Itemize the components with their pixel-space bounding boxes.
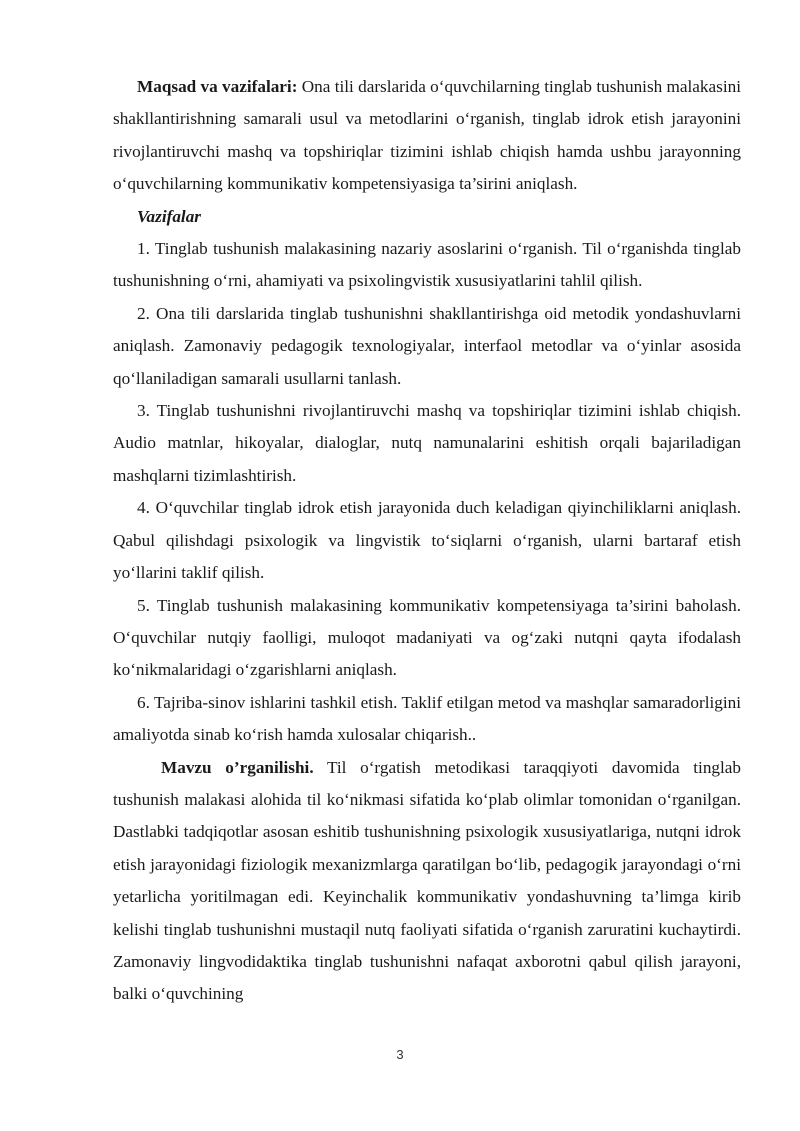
document-body	[113, 71, 741, 1011]
study-lead: Mavzu o’rganilishi.	[161, 757, 314, 777]
goals-text: Ona tili darslarida o‘quvchilarning tinglab tushunish malakasini shakllantirishning samarali usul va metodlarini o‘rganish, tinglab idrok etish jarayonini rivojlantiruvchi mashq va topshiriqlar tizimini ishlab chiqish hamda ushbu jarayonning o‘quvchilarning kommunikativ kompetensiyasiga ta’sirini aniqlash.	[113, 77, 741, 194]
task-item-4: 4. O‘quvchilar tinglab idrok etish jarayonida duch keladigan qiyinchiliklarni aniqlash. Qabul qilishdagi psixologik va lingvistik to‘siqlarni o‘rganish, ularni bartaraf etish yo‘llarini taklif qilish.	[113, 498, 741, 583]
task-item-3: 3. Tinglab tushunishni rivojlantiruvchi mashq va topshiriqlar tizimini ishlab chiqish. Audio matnlar, hikoyalar, dialoglar, nutq namunalarini eshitish orqali bajariladigan mashqlarni tizimlashtirish.	[113, 401, 741, 485]
task-item-2: 2. Ona tili darslarida tinglab tushunishni shakllantirishga oid metodik yondashuvlarni aniqlash. Zamonaviy pedagogik texnologiyalar, interfaol metodlar va o‘yinlar asosida qo‘llaniladigan samarali usullarni tanlash.	[113, 303, 741, 388]
task-item-6: 6. Tajriba-sinov ishlarini tashkil etish. Taklif etilgan metod va mashqlar samaradorligini amaliyotda sinab ko‘rish hamda xulosalar chiqarish..	[113, 692, 741, 745]
page-number: 3	[396, 1047, 404, 1062]
study-paragraph	[113, 752, 741, 1011]
task-item-1: 1. Tinglab tushunish malakasining nazariy asoslarini o‘rganish. Til o‘rganishda tinglab tushunishning o‘rni, ahamiyati va psixolingvistik xususiyatlarini tahlil qilish.	[113, 239, 741, 291]
goals-lead: Maqsad va vazifalari:	[137, 77, 298, 96]
goals-paragraph	[113, 71, 741, 201]
study-text: Til o‘rgatish metodikasi taraqqiyoti davomida tinglab tushunish malakasi alohida til ko‘nikmasi sifatida ko‘plab olimlar tomonidan o‘rganilgan. Dastlabki tadqiqotlar asosan eshitib tushunishning psixologik xususiyatlariga, nutqni idrok etish jarayonidagi fiziologik mexanizmlarga qaratilgan bo‘lib, pedagogik jarayondagi o‘rni yetarlicha yoritilmagan edi. Keyinchalik kommunikativ yondashuvning ta’limga kirib kelishi tinglab tushunishni mustaqil nutq faoliyati sifatida o‘rganish zaruratini kuchaytirdi. Zamonaviy lingvodidaktika tinglab tushunishni nafaqat axborotni qabul qilish jarayoni, balki o‘quvchining	[113, 757, 742, 1004]
task-item-5: 5. Tinglab tushunish malakasining kommunikativ kompetensiyaga ta’sirini baholash. O‘quvchilar nutqiy faolligi, muloqot madaniyati va og‘zaki nutqni qayta ifodalash ko‘nikmalaridagi o‘zgarishlarni aniqlash.	[113, 595, 741, 680]
tasks-heading: Vazifalar	[137, 206, 201, 226]
